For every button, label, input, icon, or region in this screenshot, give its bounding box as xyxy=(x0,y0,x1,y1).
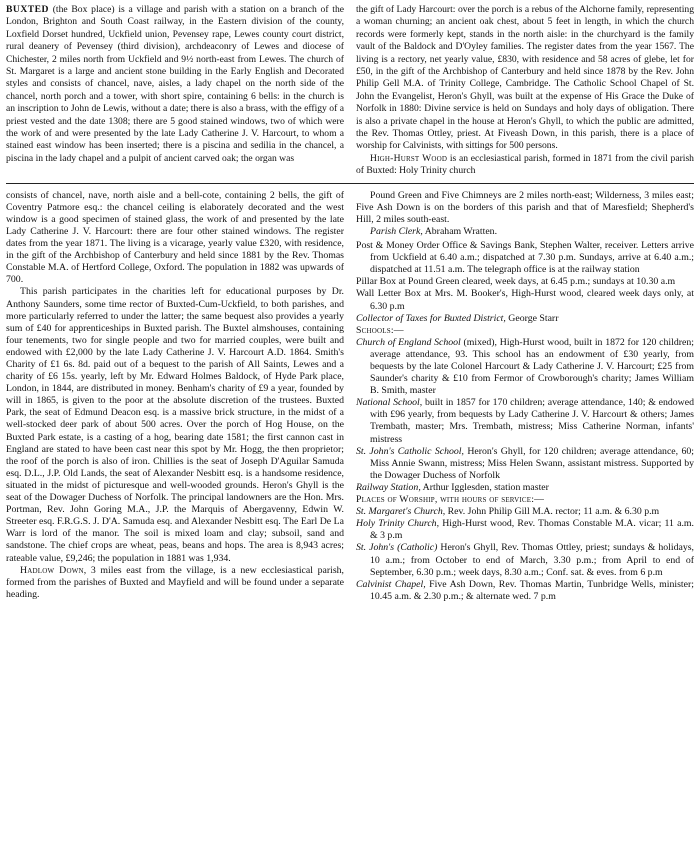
hadlow-down-paragraph xyxy=(6,565,344,601)
school-name: St. John's Catholic School, xyxy=(356,445,464,457)
hamlets-paragraph: Pound Green and Five Chimneys are 2 miles north-east; Wilderness, 3 miles east; Five Ash Down is on the borders of this parish and that of Maresfield; Shepherd's Hill, 2 miles south-east. xyxy=(356,189,694,225)
railway-label: Railway Station, xyxy=(356,481,421,493)
worship-name: Calvinist Chapel, xyxy=(356,578,426,590)
school-details: (mixed), High-Hurst wood, built in 1872 for 120 children; average attendance, 93. This school has an endowment of £30 yearly, from bequests by the late Colonel Harcourt & Lady Catherine J. V. Harcourt; £25 from Saunder's charity & £10 from Fermor of Crowborough's charity; James William B. Smith, master xyxy=(370,336,695,397)
school-details: Heron's Ghyll, for 120 children; average attendance, 60; Miss Annie Swann, mistress; Miss Helen Swann, assistant mistress. Supported by the Dowager Duchess of Norfolk xyxy=(370,445,694,481)
collector-name: George Starr xyxy=(505,312,559,324)
parish-clerk-line xyxy=(356,226,694,238)
railway-text: Arthur Igglesden, station master xyxy=(420,481,549,493)
high-hurst-wood-paragraph xyxy=(356,153,694,178)
worship-name: St. Margaret's Church, xyxy=(356,506,446,518)
school-entry xyxy=(356,397,694,445)
worship-details: Rev. John Philip Gill M.A. rector; 11 a.m. & 6.30 p.m xyxy=(445,506,660,518)
schools-heading: Schools:— xyxy=(356,324,404,336)
charities-paragraph: This parish participates in the charities left for educational purposes by Dr. Anthony Saunders, some time rector of Buxted-Cum-Uckfield, to both parishes, and more particularly referred to under the latter; the same bequest also provides a yearly sum of £40 for apprenticeships in Buxted parish. The Buxtel almshouses, containing four tenements, two for single people and two for married couples, were built and endowed with £2,000 by the late Lady Catherine J. V. Harcourt A.D. 1864. Smith's Charity of £1 6s. 8d. paid out of a bequest to the parish of All Saints, Lewes and a charity of £6 15s. yearly, left by Mr. Edward Holmes Baldock, of Hyde Park place, London, in 1844, are distributed in money. Benham's charity of £9 a year, founded by will in 1865, is given to the poor at the absolute discretion of the trustees. Buxted Park, the seat of Edmund Deacon esq. is a massive brick structure, in the midst of a well-stocked deer park of about 500 acres. Over the porch of Hog House, on the Buxted Park estate, is a casting of a hog, bearing date 1581; the first cannon cast in England are stated to have been cast near this spot by Mr. Hogg, the then proprietor; the roof of the porch is also of iron. Chillies is the seat of Joseph D'Aguilar Samuda esq. D.L., J.P. Old Lands, the seat of Alexander Nesbitt esq. is a handsome residence, situated in the midst of picturesque and well-wooded grounds. Heron's Ghyll is the seat of the Dowager Duchess of Norfolk. The principal landowners are the Hon. Mrs. Portman, Rev. John Goring M.A., J.P. the Marquis of Abergavenny, Edwin W. Streeter esq. F.R.G.S. J. D'A. Samuda esq. and Alexander Nesbitt esq. The Earl De La Warr is lord of the manor. The soil is mixed loam and clay; subsoil, sand and sandstone. The chief crops are wheat, peas, beans and hops. The area is 8,943 acres; rateable value, £9,246; the population in 1881 was 1,934. xyxy=(6,286,344,564)
worship-entry xyxy=(356,518,694,542)
high-hurst-wood-heading: High-Hurst Wood xyxy=(370,152,448,164)
school-name: National School, xyxy=(356,397,423,409)
railway-station-entry xyxy=(356,482,694,494)
school-name: Church of England School xyxy=(356,336,461,348)
collector-label: Collector of Taxes for Buxted District, xyxy=(356,312,506,324)
post-office-entry: Post & Money Order Office & Savings Bank, Stephen Walter, receiver. Letters arrive from Uckfield at 6.40 a.m.; dispatched at 7.30 p.m. Sundays, arrive at 6.40 a.m.; dispatched at 11.51 a.m. The telegraph office is at the railway station xyxy=(356,240,694,276)
school-entry xyxy=(356,337,694,397)
bottom-left-column xyxy=(6,190,344,603)
church-description-paragraph: the gift of Lady Harcourt: over the porch is a rebus of the Alchorne family, representing a woman churning; an ancient oak chest, about 5 feet in length, in which the church records were formerly kept, stands in the north aisle: in the churchyard is the family vault of the Baldock and D'Oyley families. The register dates from the year 1567. The living is a rectory, net yearly value, £830, with residence and 58 acres of glebe, let for £50, in the gift of the Archbishop of Canterbury and held since 1878 by the Rev. John Philip Gell M.A. of Trinity College, Cambridge. The Catholic School Chapel of St. John the Evangelist, Heron's Ghyll, was built at the expense of His Grace the Duke of Norfolk in 1880: Divine service is held on Sundays and holy days of obligation. There is also a private chapel in the house at Heron's Ghyll, to which the public are admitted, the Rev. Thomas Ottley, priest. At Fiveash Down, in this parish, there is a place of worship for Calvinists, with sittings for 500 persons. xyxy=(356,4,694,152)
worship-entry xyxy=(356,542,694,578)
bottom-right-column xyxy=(356,190,694,603)
worship-details: Five Ash Down, Rev. Thomas Martin, Tunbridge Wells, minister; 10.45 a.m. & 2.30 p.m.; & alternate wed. 7 p.m xyxy=(370,578,694,602)
pillar-box-entry: Pillar Box at Pound Green cleared, week days, at 6.45 p.m.; sundays at 10.30 a.m xyxy=(356,276,676,288)
worship-details: High-Hurst wood, Rev. Thomas Constable M.A. vicar; 11 a.m. & 3 p.m xyxy=(370,518,694,542)
directory-page xyxy=(6,4,694,853)
parish-clerk-label: Parish Clerk, xyxy=(370,225,423,237)
wall-letter-box-entry: Wall Letter Box at Mrs. M. Booker's, High-Hurst wood, cleared week days only, at 6.30 p.m xyxy=(356,288,694,312)
entry-heading: BUXTED xyxy=(6,4,49,15)
bottom-section xyxy=(6,190,694,603)
entry-text: (the Box place) is a village and parish with a station on a branch of the London, Brighton and South Coast railway, in the Eastern division of the county, Loxfield Dorset hundred, Uckfield union, Pevensey rape, Lewes county court district, rural deanery of Pevensey (third division), archdeaconry of Lewes and diocese of Chichester, 2 miles north from Uckfield and 9½ north-east from Lewes. The church of St. Margaret is a large and ancient stone building in the Early English and Decorated styles and consists of chancel, nave, aisles, a lady chapel on the north side of the chancel, north porch and a tower, with short spire, containing 6 bells: in the church is an inscription to John de Lewis, without a date; there is also a brass, with the effigy of a priest vested and the date 1308; there are 5 good stained windows, two of which were the work of and were presented by the late Lady Catherine J. V. Harcourt, to whom a stained east window has been inserted; there is a piscina and sedilia in the chancel, a piscina in the lady chapel and a pulpit of ancient carved oak; the organ was xyxy=(6,4,344,164)
worship-details: Heron's Ghyll, Rev. Thomas Ottley, priest; sundays & holidays, 10 a.m.; from October to end of March, 3.30 p.m.; from April to end of September, 6.30 p.m.; week days, 8.30 a.m.; Conf. sat. & eves. from 6 p.m xyxy=(370,542,694,578)
top-left-column xyxy=(6,4,344,178)
top-section xyxy=(6,4,694,178)
worship-entry xyxy=(356,506,694,518)
high-hurst-wood-text: is an ecclesiastical parish, formed in 1871 from the civil parish of Buxted: Holy Trinity church xyxy=(356,152,694,177)
worship-name: St. John's (Catholic) xyxy=(356,542,438,554)
collector-entry xyxy=(356,313,694,325)
school-entry xyxy=(356,446,694,482)
school-details: built in 1857 for 170 children; average attendance, 140; & endowed with £96 yearly, from bequests by Lady Catherine J. V. Harcourt & others; James Trembath, master; Mrs. Trembath, mistress; Miss Catherine Norman, infants' mistress xyxy=(370,397,694,445)
top-right-column xyxy=(356,4,694,178)
buxted-intro-paragraph xyxy=(6,4,344,165)
section-divider xyxy=(6,183,694,184)
hadlow-down-text: , 3 miles east from the village, is a new ecclesiastical parish, formed from the parishes of Buxted and Mayfield and will be found under a separate heading. xyxy=(6,564,344,600)
worship-name: Holy Trinity Church, xyxy=(356,518,440,530)
places-of-worship-heading: Places of Worship, with hours of service:— xyxy=(356,494,545,506)
parish-clerk-name: Abraham Wratten. xyxy=(422,225,498,237)
worship-entry xyxy=(356,579,694,603)
hadlow-down-heading: Hadlow Down xyxy=(20,564,84,576)
holy-trinity-paragraph: consists of chancel, nave, north aisle and a bell-cote, containing 2 bells, the gift of Coventry Patmore esq.: the chancel ceiling is elaborately decorated and the west window is a good specimen of stained glass, the work of and presented by the late Lady Catherine J. V. Harcourt: there are four other stained windows. The register dates from the year 1871. The living is a vicarage, yearly value £320, with residence, in the gift of the Archbishop of Canterbury and held since 1881 by the Rev. Thomas Constable M.A. of Hertford College, Oxford. The population in 1882 was upwards of 700. xyxy=(6,189,344,286)
